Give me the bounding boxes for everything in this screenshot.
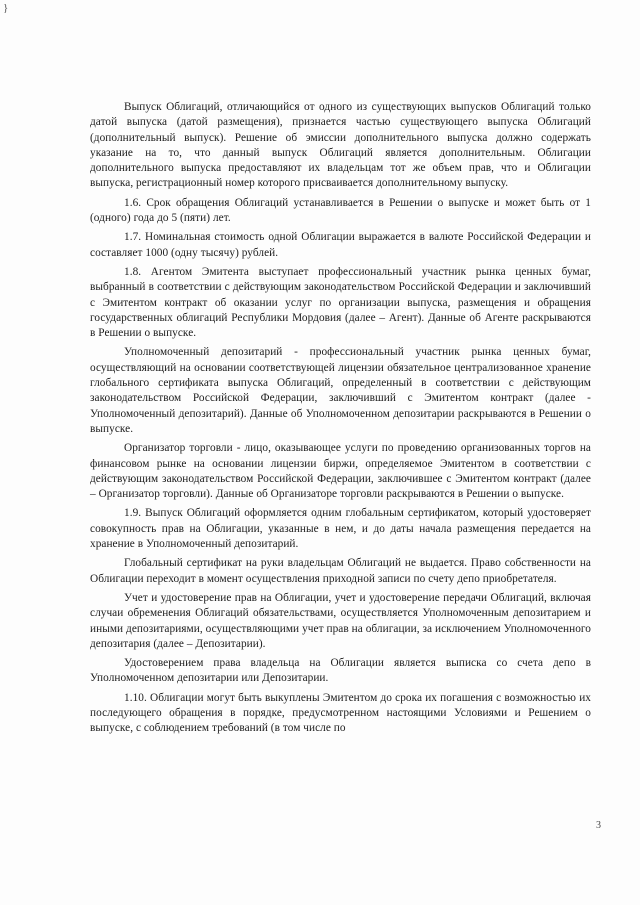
paragraph-ownership-proof: Удостоверением права владельца на Облигации является выписка со счета депо в Уполномоченном депозитарии или Депозитарии. (90, 657, 591, 685)
scan-edge-mark: } (3, 2, 9, 14)
paragraph-1-7-nominal-value: 1.7. Номинальная стоимость одной Облигации выражается в валюте Российской Федерации и составляет 1000 (одну тысячу) рублей. (90, 231, 591, 259)
paragraph-1-10-buyback: 1.10. Облигации могут быть выкуплены Эмитентом до срока их погашения с возможностью их последующего обращения в порядке, предусмотренном настоящими Условиями и Решением о выпуске, с соблюдением требований (в том числе по (90, 691, 591, 735)
page-number: 3 (596, 820, 601, 831)
paragraph-1-6-circulation-period: 1.6. Срок обращения Облигаций устанавливается в Решении о выпуске и может быть от 1 (одного) года до 5 (пяти) лет. (90, 196, 591, 225)
paragraph-trade-organizer: Организатор торговли - лицо, оказывающее услуги по проведению организованных торгов на финансовом рынке на основании лицензии биржи, определяемое Эмитентом в соответствии с действующим законодательством Российской Федерации, заключившее с Эмитентом контракт (далее – Организатор торговли). Данные об Организаторе торговли раскрываются в Решении о выпуске. (90, 442, 591, 501)
paragraph-certificate-ownership: Глобальный сертификат на руки владельцам Облигаций не выдается. Право собственности на Облигации переходит в момент осуществления приходной записи по счету депо приобретателя. (90, 557, 591, 585)
document-body (90, 100, 591, 741)
paragraph-1-9-global-certificate: 1.9. Выпуск Облигаций оформляется одним глобальным сертификатом, который удостоверяет совокупность прав на Облигации, указанные в нем, и до даты начала размещения передается на хранение в Уполномоченный депозитарий. (90, 507, 591, 551)
paragraph-rights-accounting: Учет и удостоверение прав на Облигации, учет и удостоверение передачи Облигаций, включая случаи обременения Облигаций обязательствами, осуществляется Уполномоченным депозитарием и иными депозитариями, осуществляющими учет прав на облигации, за исключением Уполномоченного депозитария (далее – Депозитарии). (90, 591, 591, 650)
paragraph-authorized-depository: Уполномоченный депозитарий - профессиональный участник рынка ценных бумаг, осуществляющий на основании соответствующей лицензии обязательное централизованное хранение глобального сертификата выпуска Облигаций, определенный в соответствии с действующим законодательством Российской Федерации, заключивший с Эмитентом контракт (далее - Уполномоченный депозитарий). Данные об Уполномоченном депозитарии раскрываются в Решении о выпуске. (90, 346, 591, 435)
paragraph-1-8-issuer-agent: 1.8. Агентом Эмитента выступает профессиональный участник рынка ценных бумаг, выбранный в соответствии с действующим законодательством Российской Федерации и заключивший с Эмитентом контракт об оказании услуг по организации выпуска, размещения и обращения государственных облигаций Республики Мордовия (далее – Агент). Данные об Агенте раскрываются в Решении о выпуске. (90, 265, 591, 340)
paragraph-additional-issue: Выпуск Облигаций, отличающийся от одного из существующих выпусков Облигаций только датой выпуска (датой размещения), признается частью существующего выпуска Облигаций (дополнительный выпуск). Решение об эмиссии дополнительного выпуска должно содержать указание на то, что данный выпуск Облигаций является дополнительным. Облигации дополнительного выпуска предоставляют их владельцам тот же объем прав, что и Облигации выпуска, регистрационный номер которого присваивается дополнительному выпуску. (90, 101, 591, 190)
